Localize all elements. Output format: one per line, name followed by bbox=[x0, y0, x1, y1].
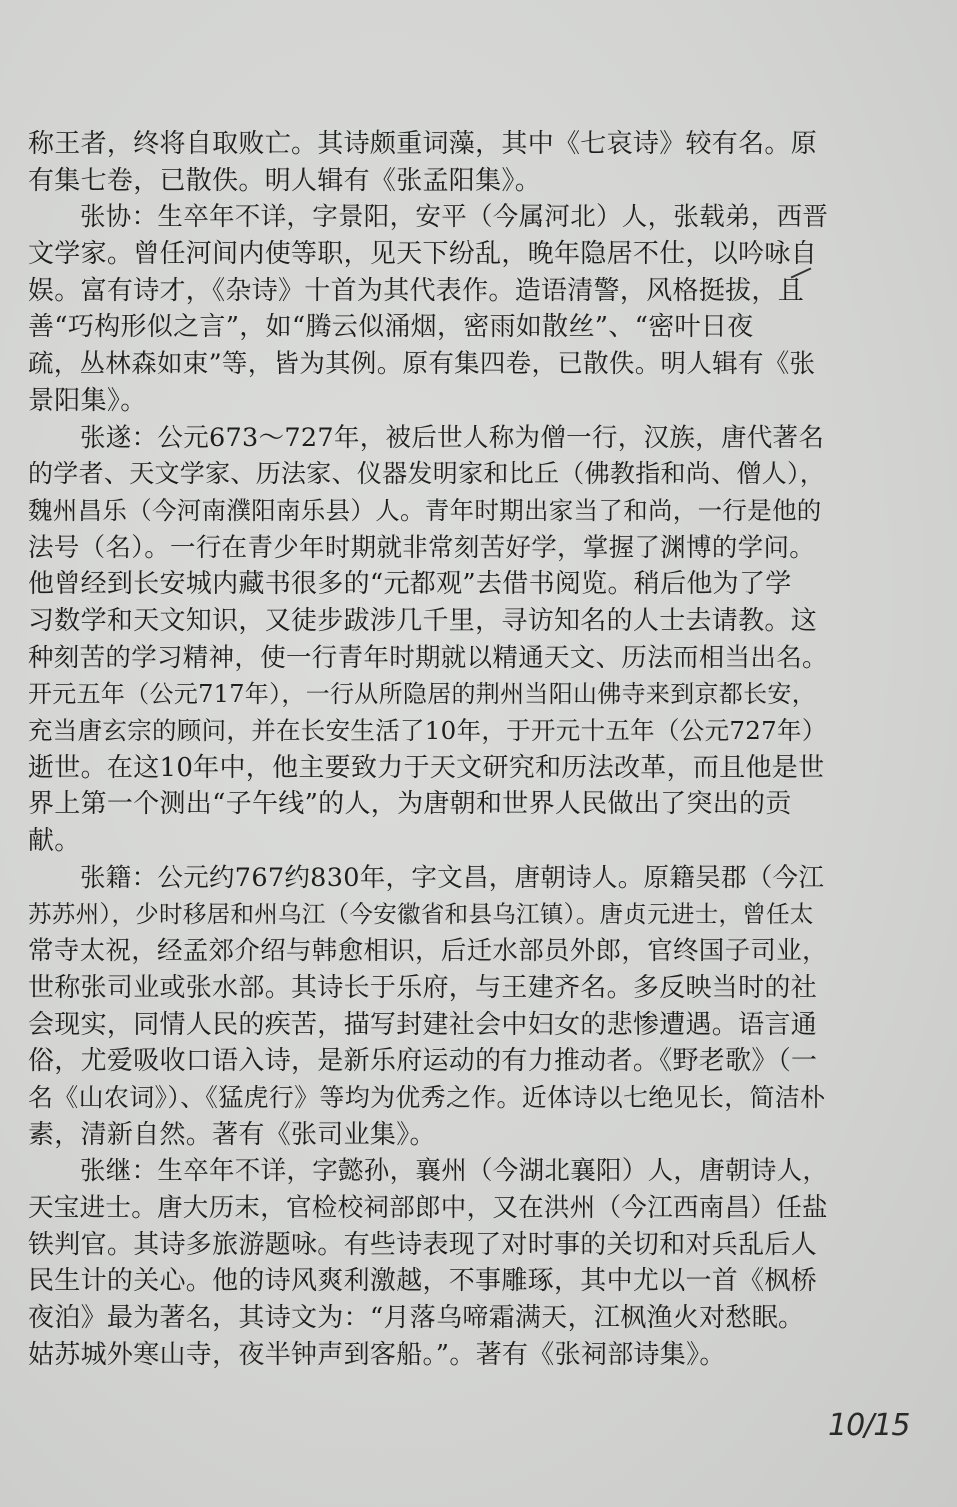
text-line: 张遂：公元673～727年，被后世人称为僧一行，汉族，唐代著名 bbox=[80, 422, 825, 453]
text-line: 界上第一个测出“子午线”的人，为唐朝和世界人民做出了突出的贡 bbox=[28, 789, 792, 820]
text-line: 献。 bbox=[28, 826, 81, 857]
text-line: 魏州昌乐（今河南濮阳南乐县）人。青年时期出家当了和尚，一行是他的 bbox=[28, 495, 822, 525]
text-line: 景阳集》。 bbox=[28, 385, 147, 416]
text-line: 娱。富有诗才，《杂诗》十首为其代表作。造语清警，风格挺拔，且 bbox=[28, 275, 805, 306]
body-text bbox=[28, 126, 828, 1373]
text-line: 世称张司业或张水部。其诗长于乐府，与王建齐名。多反映当时的社 bbox=[28, 972, 818, 1003]
text-line: 善“巧构形似之言”，如“腾云似涌烟，密雨如散丝”、“密叶日夜 bbox=[28, 312, 754, 343]
text-line: 苏苏州），少时移居和州乌江（今安徽省和县乌江镇）。唐贞元进士，曾任太 bbox=[28, 900, 814, 929]
text-line: 他曾经到长安城内藏书很多的“元都观”去借书阅览。稍后他为了学 bbox=[28, 569, 792, 600]
text-line: 习数学和天文知识，又徒步跋涉几千里，寻访知名的人士去请教。这 bbox=[28, 605, 818, 636]
text-line: 文学家。曾任河间内使等职，见天下纷乱，晚年隐居不仕，以吟咏自 bbox=[28, 239, 818, 270]
text-line: 的学者、天文学家、历法家、仪器发明家和比丘（佛教指和尚、僧人）， bbox=[28, 459, 826, 489]
text-line: 俗，尤爱吸收口语入诗，是新乐府运动的有力推动者。《野老歌》（一 bbox=[28, 1046, 818, 1077]
text-line: 名《山农词》）、《猛虎行》等均为优秀之作。近体诗以七绝见长，简洁朴 bbox=[28, 1082, 826, 1112]
page-number: 10/15 bbox=[828, 1408, 910, 1443]
text-line: 张籍：公元约767约830年，字文昌，唐朝诗人。原籍吴郡（今江 bbox=[80, 862, 825, 893]
text-line: 会现实，同情人民的疾苦，描写封建社会中妇女的悲惨遭遇。语言通 bbox=[28, 1009, 818, 1040]
text-line: 种刻苦的学习精神，使一行青年时期就以精通天文、历法而相当出名。 bbox=[28, 642, 828, 673]
text-line: 称王者，终将自取败亡。其诗颇重词藻，其中《七哀诗》较有名。原 bbox=[28, 129, 818, 159]
text-line: 常寺太祝，经孟郊介绍与韩愈相识，后迁水部员外郎，官终国子司业， bbox=[28, 936, 828, 967]
text-line: 法号（名）。一行在青少年时期就非常刻苦好学，掌握了渊博的学问。 bbox=[28, 532, 816, 563]
text-line: 民生计的关心。他的诗风爽利激越，不事雕琢，其中尤以一首《枫桥 bbox=[28, 1266, 818, 1297]
text-line: 夜泊》最为著名，其诗文为：“月落乌啼霜满天，江枫渔火对愁眠。 bbox=[28, 1303, 805, 1333]
text-line: 逝世。在这10年中，他主要致力于天文研究和历法改革，而且他是世 bbox=[28, 752, 825, 783]
text-line: 天宝进士。唐大历末，官检校祠部郎中，又在洪州（今江西南昌）任盐 bbox=[28, 1192, 828, 1223]
text-line: 张继：生卒年不详，字懿孙，襄州（今湖北襄阳）人，唐朝诗人， bbox=[80, 1156, 829, 1187]
text-line: 开元五年（公元717年），一行从所隐居的荆州当阳山佛寺来到京都长安， bbox=[28, 680, 817, 709]
text-line: 疏，丛林森如束”等，皆为其例。原有集四卷，已散佚。明人辑有《张 bbox=[28, 349, 816, 380]
text-line: 张协：生卒年不详，字景阳，安平（今属河北）人，张载弟，西晋 bbox=[80, 202, 829, 233]
text-line: 充当唐玄宗的顾问，并在长安生活了10年，于开元十五年（公元727年） bbox=[28, 716, 827, 745]
text-line: 姑苏城外寒山寺，夜半钟声到客船。”。著有《张祠部诗集》。 bbox=[28, 1339, 726, 1370]
text-line: 素，清新自然。著有《张司业集》。 bbox=[28, 1119, 436, 1150]
text-line: 铁判官。其诗多旅游题咏。有些诗表现了对时事的关切和对兵乱后人 bbox=[28, 1229, 818, 1260]
text-line: 有集七卷，已散佚。明人辑有《张孟阳集》。 bbox=[28, 165, 542, 196]
